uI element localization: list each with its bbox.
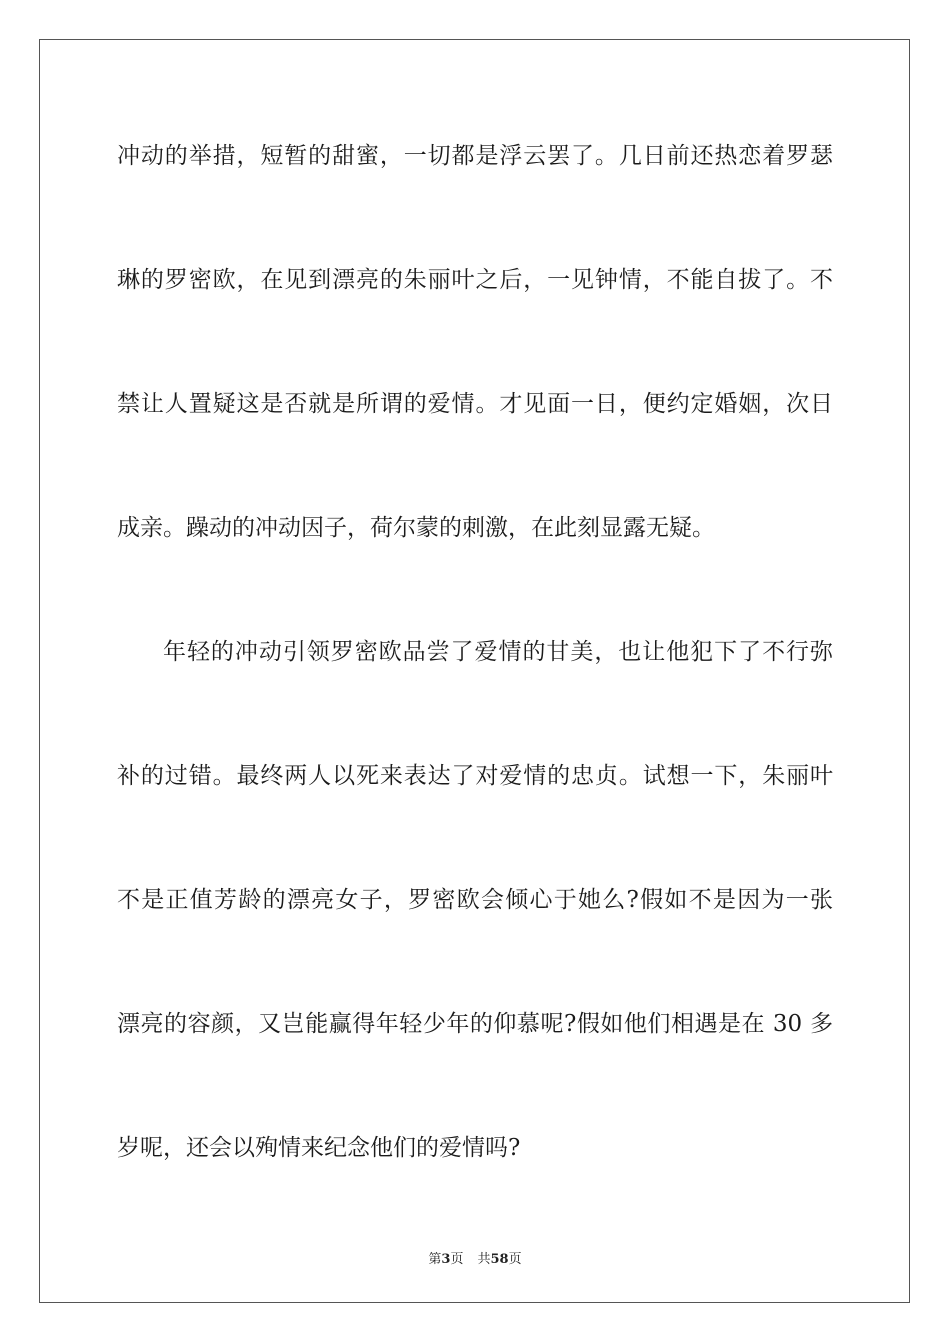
page-prefix: 第 — [428, 1252, 442, 1267]
text-line: 成亲。躁动的冲动因子，荷尔蒙的刺激，在此刻显露无疑。 — [117, 515, 715, 541]
text-line: 琳的罗密欧，在见到漂亮的朱丽叶之后，一见钟情，不能自拔了。不 — [117, 267, 833, 293]
line-gap — [117, 311, 833, 373]
text-line: 漂亮的容颜，又岂能赢得年轻少年的仰慕呢?假如他们相遇是在 30 多 — [117, 1011, 833, 1037]
text-line: 不是正值芳龄的漂亮女子，罗密欧会倾心于她么?假如不是因为一张 — [117, 887, 833, 913]
page-number: 3 — [441, 1252, 451, 1267]
line-gap — [117, 807, 833, 869]
text-line: 禁让人置疑这是否就是所谓的爱情。才见面一日，便约定婚姻，次日 — [117, 391, 833, 417]
text-line: 冲动的举措，短暂的甜蜜，一切都是浮云罢了。几日前还热恋着罗瑟 — [117, 143, 833, 169]
total-prefix: 共 — [477, 1252, 491, 1267]
line-gap — [117, 931, 833, 993]
line-gap — [117, 435, 833, 497]
page-footer — [0, 1248, 950, 1267]
total-pages: 58 — [490, 1252, 509, 1267]
text-line: 岁呢，还会以殉情来纪念他们的爱情吗? — [117, 1135, 521, 1161]
line-gap — [117, 683, 833, 745]
paragraph-first-line: 年轻的冲动引领罗密欧品尝了爱情的甘美，也让他犯下了不行弥 — [163, 639, 833, 665]
line-gap — [117, 559, 833, 621]
page-suffix: 页 — [450, 1252, 464, 1267]
text-line: 补的过错。最终两人以死来表达了对爱情的忠贞。试想一下，朱丽叶 — [117, 763, 833, 789]
line-gap — [117, 187, 833, 249]
line-gap — [117, 1055, 833, 1117]
document-body — [117, 125, 833, 1179]
total-suffix: 页 — [508, 1252, 522, 1267]
